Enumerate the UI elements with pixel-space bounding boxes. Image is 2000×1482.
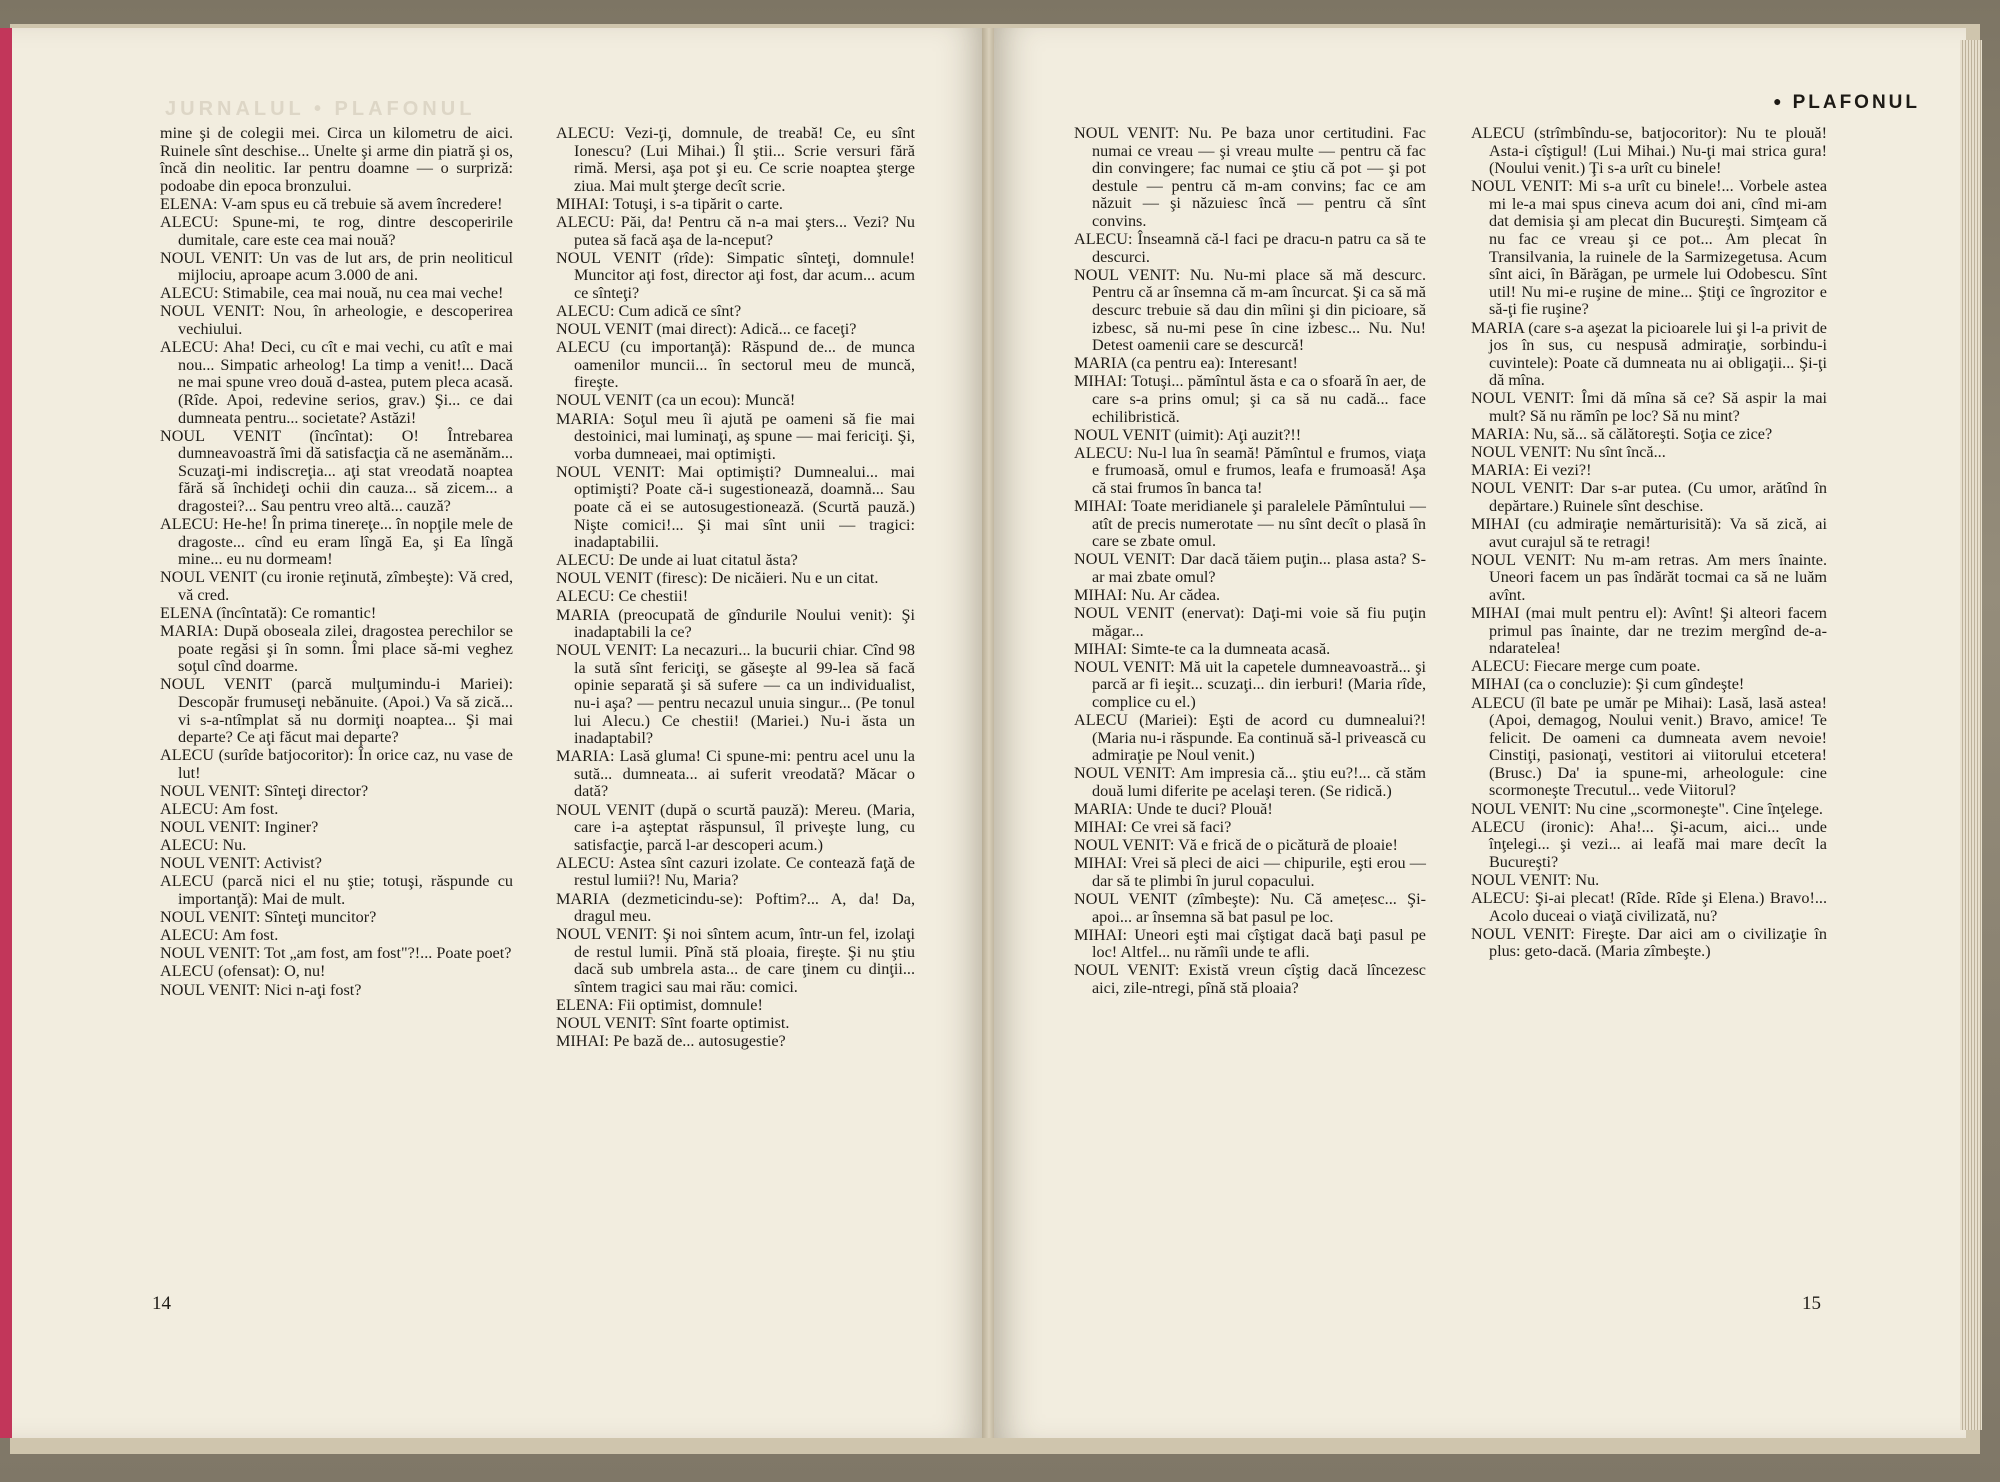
text-column-2 — [556, 125, 915, 1051]
dialogue-line: ALECU: Aha! Deci, cu cît e mai vechi, cu atît e mai nou... Simpatic arheolog! La timp a venit!... Dacă ne mai spune vreo două d-astea, putem pleca acasă. (Rîde. Apoi, redevine serios, grav.) Şi... ce dai dumneata pentru... societate? Astăzi! — [160, 338, 513, 427]
dialogue-line: NOUL VENIT: Mă uit la capetele dumneavoastră... şi parcă ar fi ieşit... scuzaţi... din ierburi! (Maria rîde, complice cu el.) — [1074, 657, 1426, 711]
dialogue-line: NOUL VENIT: Nu m-am retras. Am mers înainte. Uneori facem un pas îndărăt tocmai ca să ne luăm avînt. — [1471, 550, 1827, 604]
page-edge-marker — [0, 28, 12, 1438]
running-header — [1773, 92, 1920, 114]
dialogue-line: ALECU (surîde batjocoritor): În orice caz, nu vase de lut! — [160, 746, 513, 782]
dialogue-line: NOUL VENIT (după o scurtă pauză): Mereu. (Maria, care i-a aşteptat răspunsul, îl priveşte lung, cu satisfacţie, parcă l-ar descoperi acum.) — [556, 800, 915, 854]
dialogue-line: NOUL VENIT (firesc): De nicăieri. Nu e un citat. — [556, 569, 879, 588]
dialogue-line: MIHAI: Toate meridianele şi paralelele Pămîntului — atît de precis numerotate — nu sînt decît o plasă în care se zbate omul. — [1074, 496, 1426, 551]
dialogue-line: NOUL VENIT: Mi s-a urît cu binele!... Vorbele astea mi le-a mai spus cineva acum doi ani, cînd mi-am dat demisia şi am plecat din Bucureşti. Simţeam că nu fac ce vreau şi ce pot... Am plecat în Transilvania, la ruinele de la Sarmizegetusa. Acum sînt aici, în Bărăgan, pe urmele lui Odobescu. Sînt util! Nu mi-e ruşine de mine... Ştiţi ce îngrozitor e să-ţi fie ruşine? — [1471, 177, 1827, 319]
dialogue-line: NOUL VENIT: Sînt foarte optimist. — [556, 1014, 790, 1033]
dialogue-line: ALECU (strîmbîndu-se, batjocoritor): Nu te plouă! Asta-i cîştigul! (Lui Mihai.) Nu-ţi mai strica gura! (Noului venit.) Ţi s-a urît cu binele! — [1471, 124, 1827, 178]
bullet-icon: ● — [1773, 93, 1785, 109]
dialogue-line: ELENA: Fii optimist, domnule! — [556, 996, 763, 1015]
dialogue-line: NOUL VENIT: Un vas de lut ars, de prin neoliticul mijlociu, aproape acum 3.000 de ani. — [160, 248, 513, 285]
dialogue-line: MARIA: După oboseala zilei, dragostea perechilor se poate regăsi şi în somn. Îmi place să-mi veghez soţul cînd doarme. — [160, 622, 513, 676]
dialogue-line: MIHAI: Totuşi... pămîntul ăsta e ca o sfoară în aer, de care s-a prins omul; şi ca să nu cadă... face echilibristică. — [1074, 372, 1426, 426]
text-column-1 — [160, 125, 513, 1000]
dialogue-line: NOUL VENIT: Sînteţi director? — [160, 781, 369, 800]
dialogue-line: MIHAI: Nu. Ar cădea. — [1074, 585, 1221, 604]
dialogue-line: ALECU: Înseamnă că-l faci pe dracu-n patru ca să te descurci. — [1074, 230, 1426, 266]
dialogue-line: MARIA (dezmeticindu-se): Poftim?... A, da! Da, dragul meu. — [556, 889, 915, 926]
dialogue-line: NOUL VENIT: Tot „am fost, am fost"?!... Poate poet? — [160, 944, 512, 963]
dialogue-line: ALECU: Am fost. — [160, 926, 279, 945]
dialogue-line: NOUL VENIT (cu ironie reţinută, zîmbeşte): Vă cred, vă cred. — [160, 568, 513, 604]
dialogue-line: NOUL VENIT: Nu sînt încă... — [1471, 443, 1666, 462]
dialogue-line: NOUL VENIT (încîntat): O! Întrebarea dumneavoastră îmi dă satisfacţia că ne asemănăm... Scuzaţi-mi indiscreţia... aţi stat vreodată noaptea fără să închideţi ochii din cauza... să zicem... a dragostei?... Sau pentru vreo altă... cauză? — [160, 426, 513, 515]
text-column-4 — [1471, 125, 1827, 961]
dialogue-line: ALECU: Stimabile, cea mai nouă, nu cea mai veche! — [160, 284, 504, 303]
dialogue-line: NOUL VENIT: Nu. Nu-mi place să mă descurc. Pentru că ar însemna că m-am încurcat. Şi ca să mă descurc trebuie să dau din mîini şi din picioare, să izbesc, să nu-mi pese în cine izbesc... Nu. Nu! Detest oamenii care se descurcă! — [1074, 265, 1426, 355]
dialogue-line: ALECU: Vezi-ţi, domnule, de treabă! Ce, eu sînt Ionescu? (Lui Mihai.) Îl ştii... Scrie versuri fără rimă. Mersi, aşa pot şi eu. Ce scrie noaptea şterge ziua. Mai mult şterge decît scrie. — [556, 124, 915, 195]
dialogue-line: MARIA (ca pentru ea): Interesant! — [1074, 354, 1298, 373]
dialogue-line: NOUL VENIT: Mai optimişti? Dumnealui... mai optimişti? Poate că-i sugestionează, doamnă... Sau poate că ei se autosugestionează. (Scurtă pauză.) Nişte comici!... Şi mai sînt unii — tragici: inadaptabilii. — [556, 462, 915, 552]
dialogue-line: NOUL VENIT (parcă mulţumindu-i Mariei): Descopăr frumuseţi nebănuite. (Apoi.) Va să zică... vi s-a-ntîmplat să nu dormiţi noaptea... Şi mai departe? Ce aţi făcut mai departe? — [160, 675, 513, 747]
dialogue-line: MARIA: Soţul meu îi ajută pe oameni să fie mai destoinici, mai luminaţi, aş spune — mai fericiţi. Şi, vorba dumneaei, mai optimişti. — [556, 409, 915, 463]
dialogue-line: NOUL VENIT: Nu. Pe baza unor certitudini. Fac numai ce vreau — şi vreau multe — pentru că fac din convingere; fac numai ce ştiu că pot — şi pot destule — pentru că m-am convins; fac ce am năzuit — şi năzuiesc încă — pentru că sînt convins. — [1074, 124, 1426, 230]
continued-paragraph: mine şi de colegii mei. Circa un kilometru de aici. Ruinele sînt deschise... Unelte şi arme din piatră şi os, încă din neolitic. Iar pentru doamne — o surpriză: podoabe din epoca bronzului. — [160, 124, 513, 195]
dialogue-line: NOUL VENIT: Nou, în arheologie, e descoperirea vechiului. — [160, 302, 513, 339]
dialogue-line: MIHAI: Vrei să pleci de aici — chipurile, eşti erou — dar să te plimbi în jurul copacului. — [1074, 854, 1426, 890]
dialogue-line: NOUL VENIT: La necazuri... la bucurii chiar. Cînd 98 la sută sînt fericiţi, se găseşte al 99-lea să facă opinie separată şi să sufere — ca un individualist, nu-i aşa? — pentru necazul unuia singur... (Pe tonul lui Alecu.) Ce chestii! (Mariei.) Nu-i ăsta un inadaptabil? — [556, 641, 915, 748]
dialogue-line: ALECU: Astea sînt cazuri izolate. Ce contează faţă de restul lumii?! Nu, Maria? — [556, 853, 915, 890]
dialogue-line: MIHAI: Simte-te ca la dumneata acasă. — [1074, 639, 1331, 658]
dialogue-line: MARIA: Nu, să... să călătoreşti. Soţia ce zice? — [1471, 425, 1773, 444]
dialogue-line: MARIA (preocupată de gîndurile Noului venit): Şi inadaptabili la ce? — [556, 605, 915, 642]
dialogue-line: ALECU (Mariei): Eşti de acord cu dumnealui?! (Maria nu-i răspunde. Ea continuă să-l privească cu admiraţie pe Noul venit.) — [1074, 711, 1426, 765]
page-number-left: 14 — [152, 1293, 171, 1314]
ghost-header: JURNALUL • PLAFONUL — [165, 98, 476, 120]
dialogue-line: ALECU: Cum adică ce sînt? — [556, 301, 742, 320]
dialogue-line: NOUL VENIT (ca un ecou): Muncă! — [556, 391, 796, 410]
dialogue-line: ALECU: Fiecare merge cum poate. — [1471, 657, 1701, 676]
dialogue-line: MIHAI: Totuşi, i s-a tipărit o carte. — [556, 194, 783, 213]
dialogue-line: MARIA: Lasă gluma! Ci spune-mi: pentru acel unu la sută... dumneata... ai suferit vreodată? Măcar o dată? — [556, 747, 915, 801]
dialogue-line: ALECU: Nu-l lua în seamă! Pămîntul e frumos, viaţa e frumoasă, omul e frumos, leafa e frumoasă! Aşa că stai frumos în banca ta! — [1074, 443, 1426, 497]
dialogue-line: ALECU (îl bate pe umăr pe Mihai): Lasă, lasă astea! (Apoi, demagog, Noului venit.) Bravo, amice! Te felicit. De oameni ca dumneata avem nevoie! Cinstiţi, pasionaţi, vestitori ai viitorului etcetera! (Brusc.) Da' ia spune-mi, arheologule: cine scormoneşte Trecutul... vede Viitorul? — [1471, 693, 1827, 800]
dialogue-line: MARIA: Unde te duci? Plouă! — [1074, 800, 1273, 819]
dialogue-line: ALECU (ofensat): O, nu! — [160, 962, 326, 981]
page-stack-edge — [1960, 40, 1982, 1430]
dialogue-line: ALECU: Spune-mi, te rog, dintre descoperirile dumitale, care este cea mai nouă? — [160, 212, 513, 249]
dialogue-line: ALECU: Ce chestii! — [556, 587, 689, 606]
dialogue-line: ALECU: Şi-ai plecat! (Rîde. Rîde şi Elena.) Bravo!... Acolo duceai o viaţă civilizată, nu? — [1471, 889, 1827, 925]
dialogue-line: NOUL VENIT: Sînteţi muncitor? — [160, 908, 377, 927]
dialogue-line: NOUL VENIT: Dar dacă tăiem puţin... plasa asta? S-ar mai zbate omul? — [1074, 550, 1426, 586]
dialogue-line: MIHAI: Pe bază de... autosugestie? — [556, 1032, 786, 1051]
dialogue-line: MARIA (care s-a aşezat la picioarele lui şi l-a privit de jos în sus, cu nespusă admiraţie, sorbindu-i cuvintele): Poate că dumneata nu ai obligaţii... Şi-ţi dă mîna. — [1471, 318, 1827, 390]
dialogue-line: NOUL VENIT: Inginer? — [160, 818, 319, 837]
dialogue-line: NOUL VENIT (zîmbeşte): Nu. Că amețesc... Şi-apoi... ar însemna să bat pasul pe loc. — [1074, 890, 1426, 926]
dialogue-line: ALECU (parcă nici el nu ştie; totuşi, răspunde cu importanţă): Mai de mult. — [160, 872, 513, 909]
dialogue-line: NOUL VENIT: Vă e frică de o picătură de ploaie! — [1074, 836, 1398, 855]
page-number-right: 15 — [1802, 1293, 1821, 1314]
dialogue-line: NOUL VENIT (uimit): Aţi auzit?!! — [1074, 425, 1302, 444]
running-header-title: PLAFONUL — [1792, 92, 1920, 113]
dialogue-line: MIHAI (ca o concluzie): Şi cum gîndeşte! — [1471, 675, 1745, 694]
left-page — [10, 28, 984, 1438]
dialogue-line: NOUL VENIT: Nici n-aţi fost? — [160, 980, 362, 999]
dialogue-line: NOUL VENIT (mai direct): Adică... ce faceţi? — [556, 320, 857, 339]
dialogue-line: ALECU: Am fost. — [160, 800, 279, 819]
dialogue-line: NOUL VENIT: Fireşte. Dar aici am o civilizaţie în plus: geto-dacă. (Maria zîmbeşte.) — [1471, 924, 1827, 961]
dialogue-line: NOUL VENIT (rîde): Simpatic sînteţi, domnule! Muncitor aţi fost, director aţi fost, dar acum... acum ce sînteţi? — [556, 248, 915, 302]
dialogue-line: MIHAI: Ce vrei să faci? — [1074, 818, 1232, 837]
dialogue-line: MARIA: Ei vezi?! — [1471, 461, 1592, 480]
dialogue-line: ALECU (cu importanţă): Răspund de... de munca oamenilor muncii... în sectorul meu de muncă, fireşte. — [556, 338, 915, 392]
dialogue-line: ELENA (încîntată): Ce romantic! — [160, 604, 377, 623]
dialogue-line: NOUL VENIT: Am impresia că... ştiu eu?!... că stăm două lumi diferite pe acelaşi teren. (Se ridică.) — [1074, 764, 1426, 800]
dialogue-line: ALECU: De unde ai luat citatul ăsta? — [556, 551, 798, 570]
dialogue-line: NOUL VENIT: Şi noi sîntem acum, într-un fel, izolaţi de restul lumii. Pînă stă ploaia, fireşte. Şi nu ştiu dacă sub umbrela asta... de care ţinem cu dinţii... sîntem tragici sau mai rău: comici. — [556, 925, 915, 996]
text-column-3 — [1074, 125, 1426, 998]
dialogue-line: NOUL VENIT: Nu cine „scormoneşte". Cine înţelege. — [1471, 799, 1823, 818]
dialogue-line: NOUL VENIT: Există vreun cîştig dacă lîncezesc aici, zile-ntregi, pînă stă ploaia? — [1074, 961, 1426, 997]
dialogue-line: NOUL VENIT (enervat): Daţi-mi voie să fiu puţin măgar... — [1074, 604, 1426, 640]
dialogue-line: NOUL VENIT: Îmi dă mîna să ce? Să aspir la mai mult? Să nu rămîn pe loc? Să nu mint? — [1471, 389, 1827, 425]
dialogue-line: ALECU: Nu. — [160, 836, 247, 855]
dialogue-line: NOUL VENIT: Nu. — [1471, 870, 1600, 889]
right-page — [994, 28, 1966, 1438]
dialogue-line: MIHAI (mai mult pentru el): Avînt! Şi alteori facem primul pas înainte, dar ne trezim mergînd de-a-ndaratelea! — [1471, 604, 1827, 658]
dialogue-line: ALECU (ironic): Aha!... Şi-acum, aici... unde înţelegi... şi vezi... ai leafă mai mare decît la Bucureşti? — [1471, 817, 1827, 871]
dialogue-line: NOUL VENIT: Dar s-ar putea. (Cu umor, arătînd în depărtare.) Ruinele sînt deschise. — [1471, 479, 1827, 515]
dialogue-line: MIHAI: Uneori eşti mai cîştigat dacă baţi pasul pe loc! Altfel... nu rămîi unde te afli. — [1074, 925, 1426, 962]
dialogue-line: ELENA: V-am spus eu că trebuie să avem încredere! — [160, 194, 503, 213]
dialogue-line: MIHAI (cu admiraţie nemărturisită): Va să zică, ai avut curajul să te retragi! — [1471, 515, 1827, 551]
dialogue-line: ALECU: He-he! În prima tinereţe... în nopţile mele de dragoste... cînd eu eram lîngă Ea, şi Ea lîngă mine... eu nu dormeam! — [160, 515, 513, 569]
dialogue-line: NOUL VENIT: Activist? — [160, 854, 322, 873]
dialogue-line: ALECU: Păi, da! Pentru că n-a mai şters... Vezi? Nu putea să facă aşa de la-nceput? — [556, 212, 915, 249]
